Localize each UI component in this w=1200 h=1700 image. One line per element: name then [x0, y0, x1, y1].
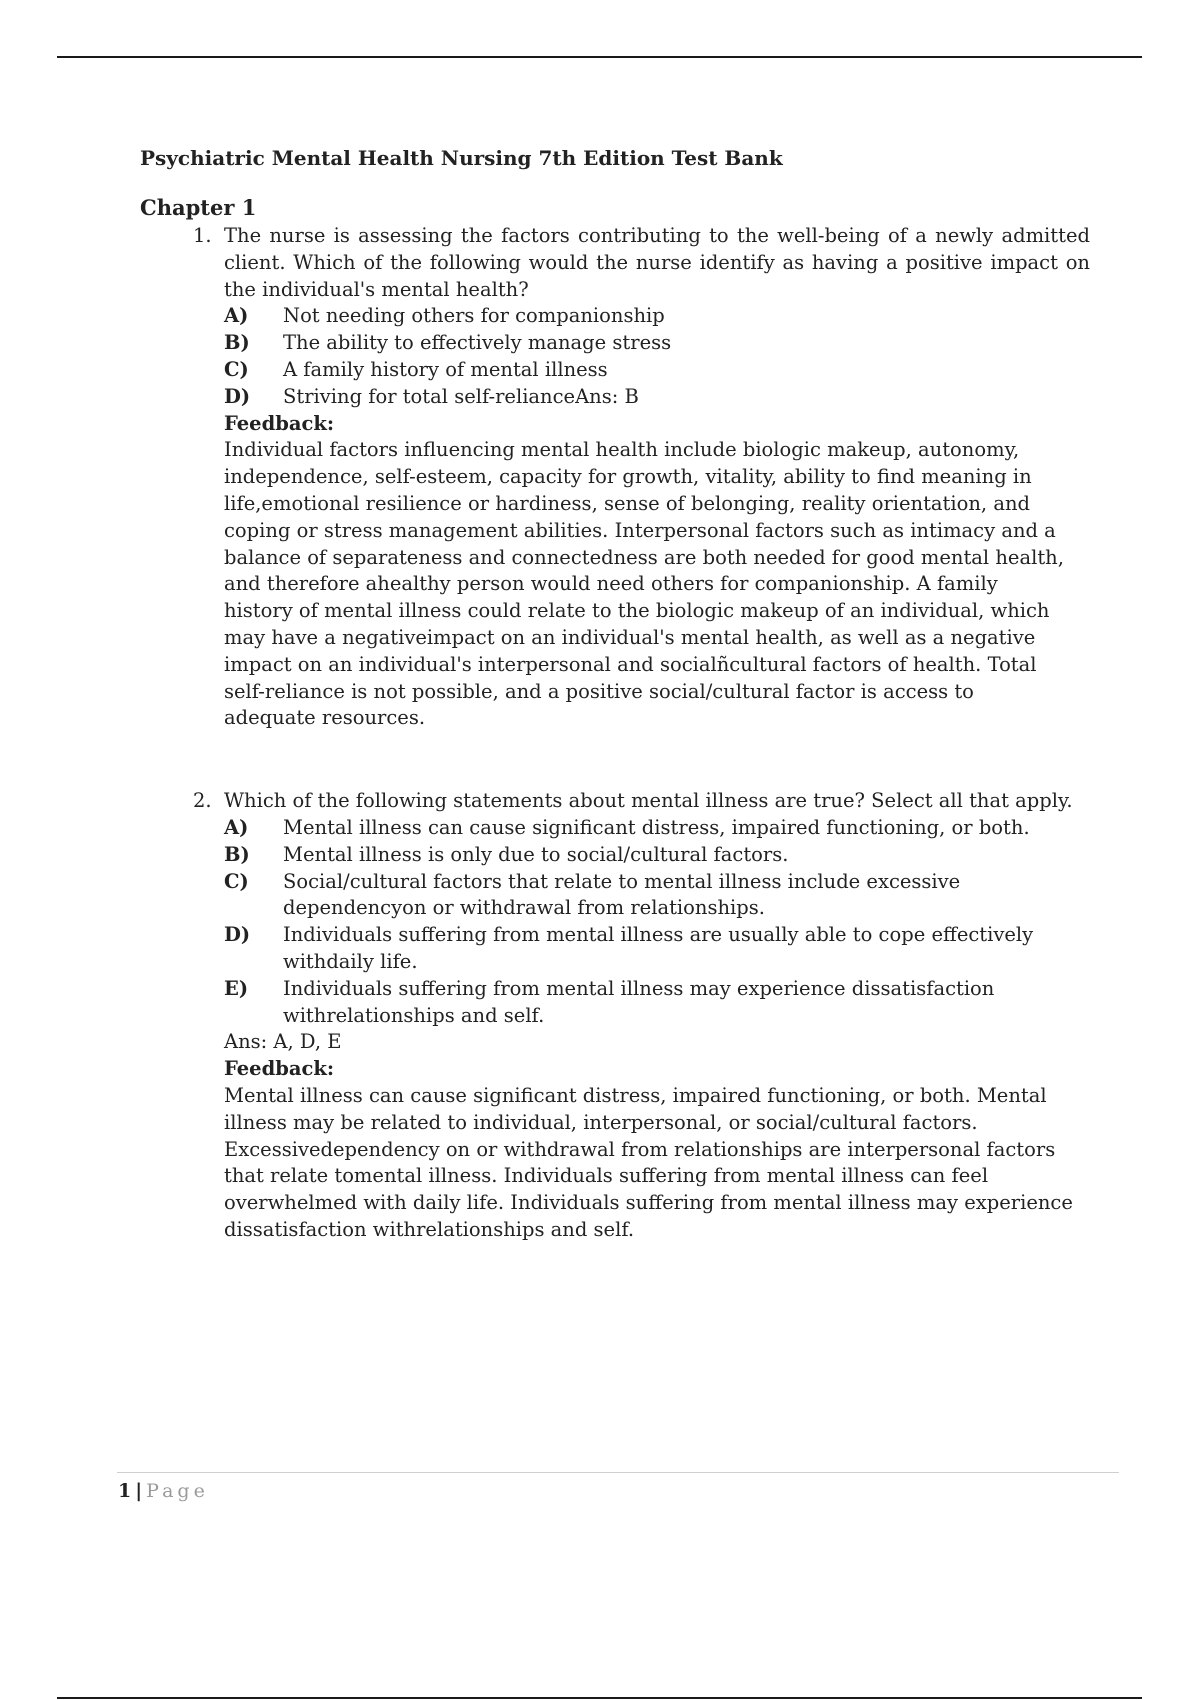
- option-text: Individuals suffering from mental illness are usually able to cope effectively withdaily life.: [283, 923, 1034, 973]
- option-text: The ability to effectively manage stress: [283, 331, 672, 355]
- bottom-rule: [57, 1697, 1142, 1699]
- top-rule: [57, 56, 1142, 58]
- option-c: [224, 869, 973, 923]
- option-letter: E): [224, 976, 249, 1000]
- question-number: 2.: [193, 789, 212, 813]
- option-letter: A): [224, 815, 249, 839]
- option-text: Striving for total self-relianceAns: B: [283, 384, 639, 408]
- page-content: [140, 140, 1090, 1244]
- answer-line: Ans: A, D, E: [224, 1030, 342, 1054]
- option-text: Individuals suffering from mental illness may experience dissatisfaction withrelationships and self.: [283, 976, 995, 1027]
- chapter-heading: Chapter 1: [140, 195, 257, 220]
- option-b: [224, 842, 1090, 869]
- option-letter: C): [224, 869, 249, 893]
- option-text: Mental illness is only due to social/cultural factors.: [283, 842, 789, 866]
- question-number: 1.: [193, 224, 212, 247]
- feedback-text: Individual factors influencing mental health include biologic makeup, autonomy, independence, self-esteem, capacity for growth, vitality, ability to find meaning in life,emotional resilience or hardiness, sense of belonging, reality orientation, and coping or stress management abilities. Interpersonal factors such as intimacy and a balance of separateness and connectedness are both needed for good mental health, and therefore ahealthy person would need others for companionship. A family history of mental illness could relate to the biologic makeup of an individual, which may have a negativeimpact on an individual's mental health, as well as a negative impact on an individual's interpersonal and socialñcultural factors of health. Total self-reliance is not possible, and a positive social/cultural factor is access to adequate resources.: [224, 438, 1064, 730]
- footer-separator: |: [135, 1480, 143, 1502]
- option-text: Mental illness can cause significant distress, impaired functioning, or both.: [283, 815, 1030, 839]
- option-b: [224, 330, 1090, 357]
- question-text: The nurse is assessing the factors contributing to the well-being of a newly admitted client. Which of the following would the nurse identify as having a positive impact on the individual's mental health?: [224, 224, 1090, 301]
- page-number: 1: [118, 1480, 132, 1502]
- option-c: [224, 357, 1090, 384]
- option-text: A family history of mental illness: [283, 357, 608, 381]
- option-letter: B): [224, 331, 250, 355]
- feedback-label: Feedback:: [224, 1057, 335, 1081]
- document-title: Psychiatric Mental Health Nursing 7th Edition Test Bank: [140, 146, 783, 170]
- option-e: [224, 976, 1033, 1030]
- option-letter: B): [224, 842, 250, 866]
- option-text: Social/cultural factors that relate to mental illness include excessive dependencyon or withdrawal from relationships.: [283, 869, 961, 920]
- footer-rule: [117, 1472, 1119, 1473]
- option-a: [224, 815, 1090, 842]
- page-word: Page: [146, 1480, 209, 1502]
- option-d: [224, 384, 1090, 411]
- feedback-label: Feedback:: [224, 411, 335, 435]
- question-1: [140, 223, 1090, 732]
- option-letter: D): [224, 923, 251, 947]
- option-a: [224, 303, 1090, 330]
- option-d: [224, 922, 1053, 976]
- option-letter: A): [224, 304, 249, 328]
- option-letter: C): [224, 357, 249, 381]
- option-letter: D): [224, 384, 251, 408]
- feedback-text: Mental illness can cause significant distress, impaired functioning, or both. Mental illness may be related to individual, interpersonal, or social/cultural factors. Excessivedependency on or withdrawal from relationships are interpersonal factors that relate tomental illness. Individuals suffering from mental illness can feel overwhelmed with daily life. Individuals suffering from mental illness may experience dissatisfaction withrelationships and self.: [224, 1083, 1073, 1241]
- question-2: [140, 788, 1090, 1244]
- question-text: Which of the following statements about mental illness are true? Select all that apply.: [224, 789, 1073, 813]
- option-text: Not needing others for companionship: [283, 304, 665, 328]
- page-footer: [118, 1478, 209, 1504]
